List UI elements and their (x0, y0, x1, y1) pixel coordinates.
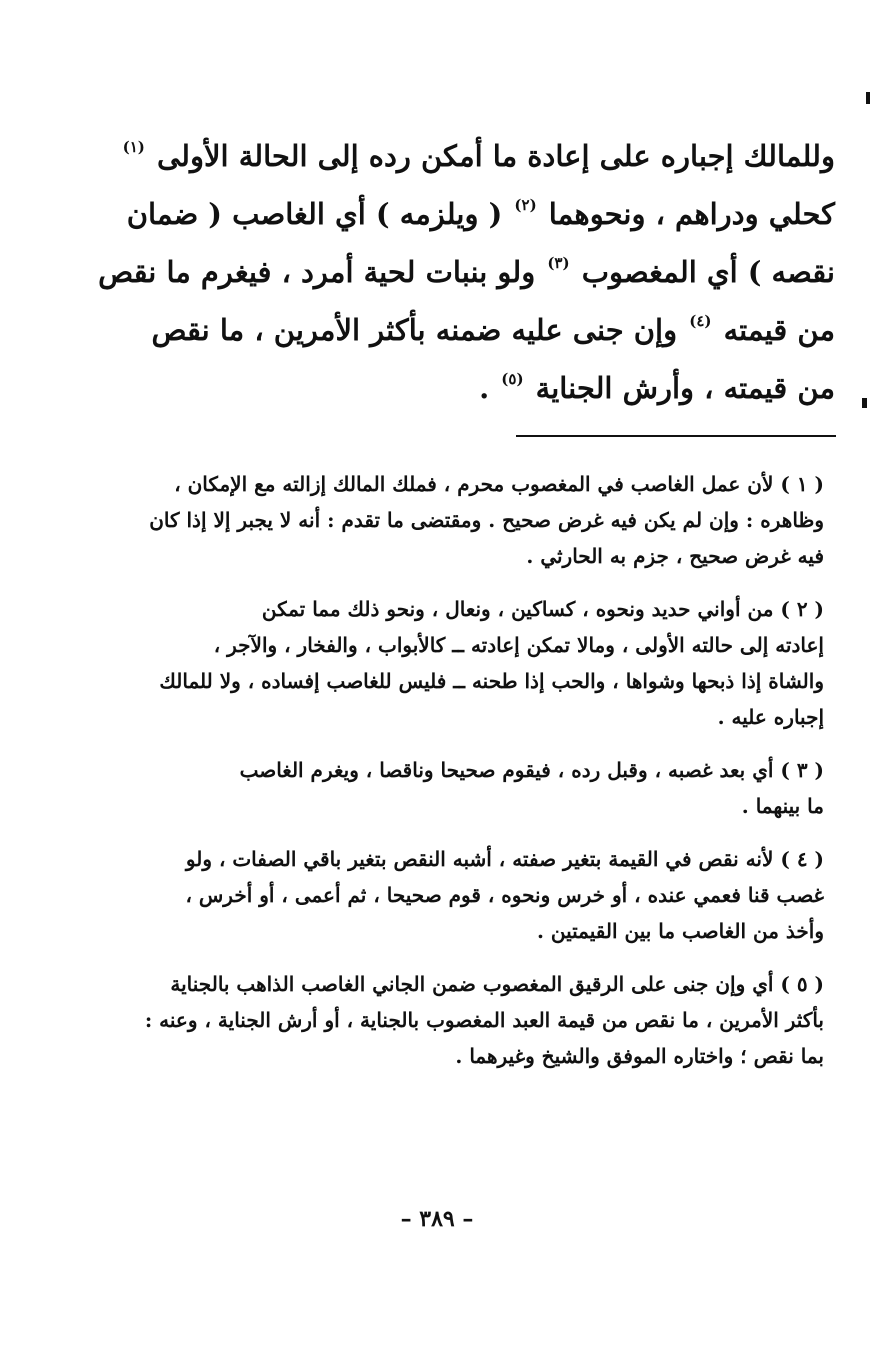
main-line (100, 176, 835, 234)
footnote-reference[interactable]: (١) (122, 138, 145, 156)
footnote-text: أي بعد غصبه ، وقبل رده ، فيقوم صحيحا وناقصا ، ويغرم الغاصب (239, 758, 774, 782)
main-text-segment: . (479, 371, 490, 405)
footnote-line (100, 966, 824, 1002)
footnote-number: ( ٣ ) (780, 758, 824, 782)
footnote-reference[interactable]: (٣) (547, 254, 570, 272)
footnote-reference[interactable]: (٤) (689, 312, 712, 330)
main-text-segment: وإن جنى عليه ضمنه بأكثر الأمرين ، ما نقص (151, 313, 678, 347)
footnote-number: ( ٤ ) (780, 847, 824, 871)
footnote-1 (100, 466, 824, 574)
footnote-text: لأنه نقص في القيمة بتغير صفته ، أشبه النقص بتغير باقي الصفات ، ولو (185, 847, 774, 871)
main-text-segment: من قيمته (723, 313, 835, 347)
main-text-segment: كحلي ودراهم ، ونحوهما (548, 197, 835, 231)
main-text-segment: ولو بنبات لحية أمرد ، فيغرم ما نقص (98, 255, 536, 289)
footnote-reference[interactable]: (٢) (514, 196, 537, 214)
page-number: – ٣٨٩ – (400, 1206, 474, 1232)
main-line (100, 292, 835, 350)
footnote-number: ( ٥ ) (780, 972, 824, 996)
edge-mark (866, 92, 870, 104)
footnote-line: فيه غرض صحيح ، جزم به الحارثي . (526, 544, 824, 568)
footnote-line (100, 591, 824, 627)
main-line (100, 118, 835, 176)
footnote-line: بأكثر الأمرين ، ما نقص من قيمة العبد المغصوب بالجناية ، أو أرش الجناية ، وعنه : (144, 1008, 824, 1032)
main-line (100, 234, 835, 292)
footnote-3 (100, 752, 824, 824)
footnote-line: إجباره عليه . (717, 705, 824, 729)
main-text-segment: وللمالك إجباره على إعادة ما أمكن رده إلى الحالة الأولى (156, 139, 835, 173)
main-text-segment: من قيمته ، وأرش الجناية (535, 371, 835, 405)
footnote-line: غصب قنا فعمي عنده ، أو خرس ونحوه ، قوم صحيحا ، ثم أعمى ، أو أخرس ، (185, 883, 824, 907)
footnote-reference[interactable]: (٥) (501, 370, 524, 388)
footnote-line: والشاة إذا ذبحها وشواها ، والحب إذا طحنه ــ فليس للغاصب إفساده ، ولا للمالك (159, 669, 824, 693)
footnote-text: أي وإن جنى على الرقيق المغصوب ضمن الجاني الغاصب الذاهب بالجناية (170, 972, 774, 996)
footnote-line: بما نقص ؛ واختاره الموفق والشيخ وغيرهما . (455, 1044, 824, 1068)
footnotes-block (100, 466, 824, 1091)
footnote-line: إعادته إلى حالته الأولى ، ومالا تمكن إعادته ــ كالأبواب ، والفخار ، والآجر ، (213, 633, 824, 657)
edge-mark (862, 398, 867, 408)
footnote-2 (100, 591, 824, 735)
main-text-block (100, 118, 835, 408)
footnote-number: ( ٢ ) (780, 597, 824, 621)
footnote-number: ( ١ ) (780, 472, 824, 496)
footnote-separator (516, 435, 836, 437)
main-text-segment: ( ويلزمه ) أي الغاصب ( ضمان (126, 197, 503, 231)
footnote-5 (100, 966, 824, 1074)
footnote-line (100, 841, 824, 877)
main-text-segment: نقصه ) أي المغصوب (581, 255, 835, 289)
footnote-line: وظاهره : وإن لم يكن فيه غرض صحيح . ومقتضى ما تقدم : أنه لا يجبر إلا إذا كان (149, 508, 824, 532)
footnote-line (100, 752, 824, 788)
main-line (100, 350, 835, 408)
footnote-text: من أواني حديد ونحوه ، كساكين ، ونعال ، ونحو ذلك مما تمكن (261, 597, 774, 621)
footnote-text: لأن عمل الغاصب في المغصوب محرم ، فملك المالك إزالته مع الإمكان ، (174, 472, 774, 496)
footnote-line: ما بينهما . (741, 794, 824, 818)
footnote-line: وأخذ من الغاصب ما بين القيمتين . (536, 919, 824, 943)
footnote-line (100, 466, 824, 502)
footnote-4 (100, 841, 824, 949)
